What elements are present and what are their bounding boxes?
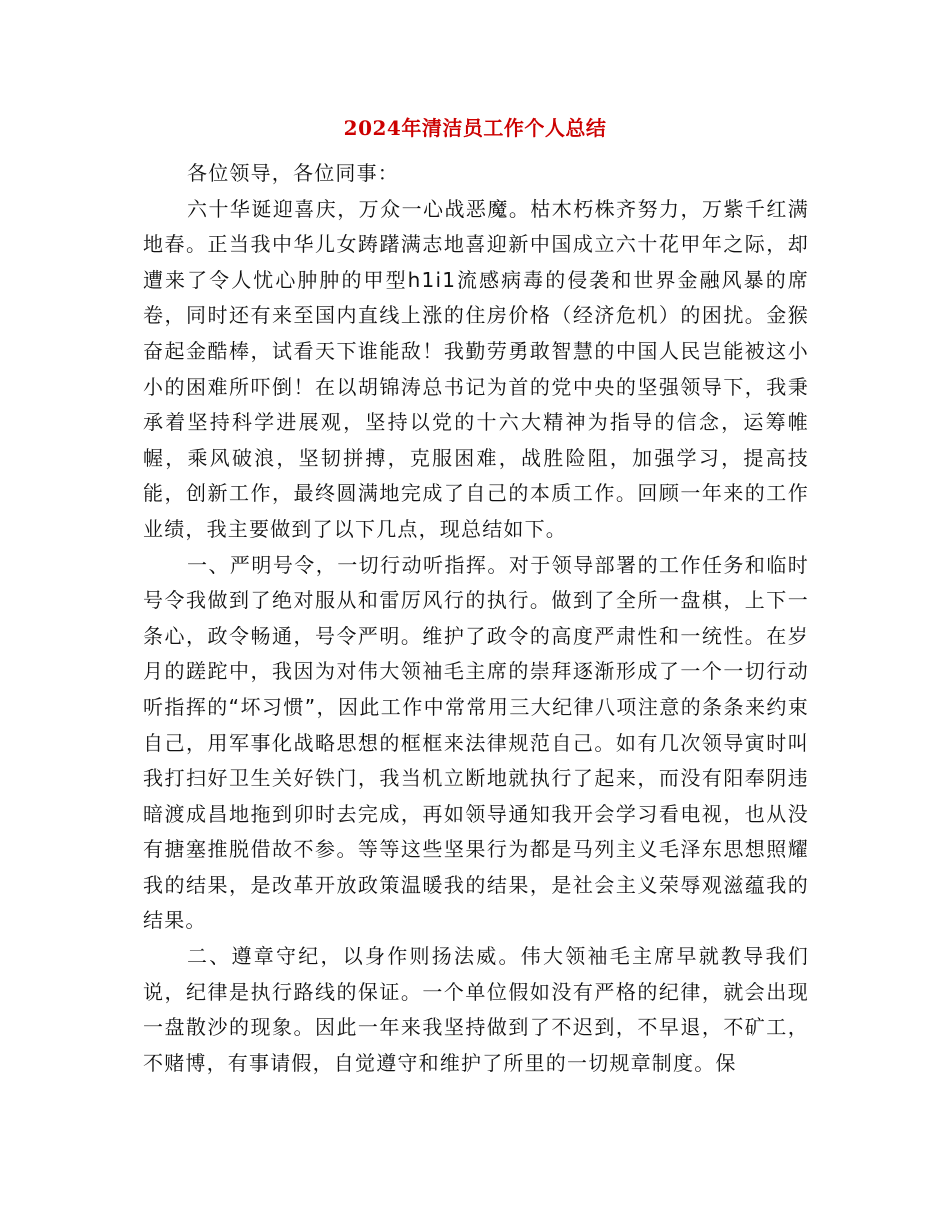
salutation: 各位领导，各位同事： (187, 161, 399, 185)
paragraph-section-2: 二、遵章守纪，以身作则扬法威。伟大领袖毛主席早就教导我们说，纪律是执行路线的保证。一个单位假如没有严格的纪律，就会出现一盘散沙的现象。因此一年来我坚持做到了不迟到，不早退，不矿工，不赌博，有事请假，自觉遵守和维护了所里的一切规章制度。保 (143, 944, 809, 1075)
document-body (143, 156, 809, 1081)
paragraph-intro: 六十华诞迎喜庆，万众一心战恶魔。枯木朽株齐努力，万紫千红满地春。正当我中华儿女踌躇满志地喜迎新中国成立六十花甲年之际，却遭来了令人忧心肿肿的甲型h1i1流感病毒的侵袭和世界金融风暴的席卷，同时还有来至国内直线上涨的住房价格（经济危机）的困扰。金猴奋起金酷棒，试看天下谁能敌！我勤劳勇敢智慧的中国人民岂能被这小小的困难所吓倒！在以胡锦涛总书记为首的党中央的坚强领导下，我秉承着坚持科学进展观，坚持以党的十六大精神为指导的信念，运筹帷幄，乘风破浪，坚韧拼搏，克服困难，战胜险阻，加强学习，提高技能，创新工作，最终圆满地完成了自己的本质工作。回顾一年来的工作业绩，我主要做到了以下几点，现总结如下。 (143, 196, 809, 541)
document-title: 2024年清洁员工作个人总结 (343, 116, 607, 140)
paragraph-section-1: 一、严明号令，一切行动听指挥。对于领导部署的工作任务和临时号令我做到了绝对服从和雷厉风行的执行。做到了全所一盘棋，上下一条心，政令畅通，号令严明。维护了政令的高度严肃性和一统性。在岁月的蹉跎中，我因为对伟大领袖毛主席的崇拜逐渐形成了一个一切行动听指挥的“坏习惯”，因此工作中常常用三大纪律八项注意的条条来约束自己，用军事化战略思想的框框来法律规范自己。如有几次领导寅时叫我打扫好卫生关好铁门，我当机立断地就执行了起来，而没有阳奉阴违暗渡成昌地拖到卯时去完成，再如领导通知我开会学习看电视，也从没有搪塞推脱借故不参。等等这些坚果行为都是马列主义毛泽东思想照耀我的结果，是改革开放政策温暖我的结果，是社会主义荣辱观滋蕴我的结果。 (143, 552, 809, 933)
